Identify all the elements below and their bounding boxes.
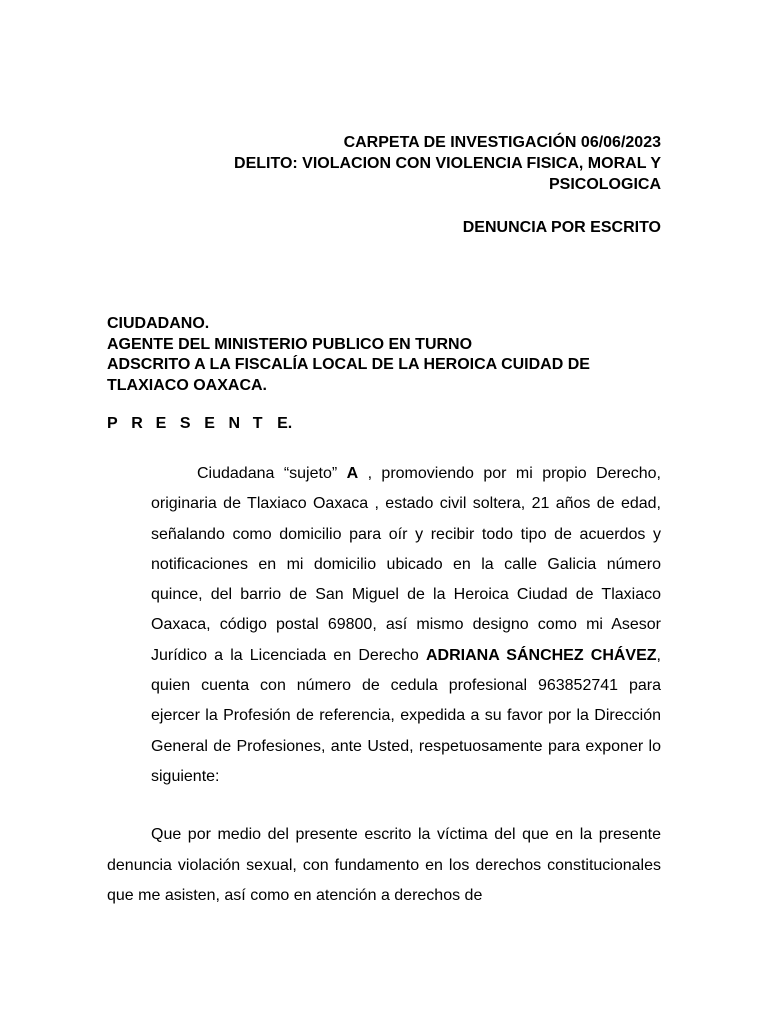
presente-letter: E. xyxy=(277,415,293,432)
addressee-title: AGENTE DEL MINISTERIO PUBLICO EN TURNO xyxy=(107,335,473,353)
complainant-paragraph xyxy=(151,459,661,792)
document-type: DENUNCIA POR ESCRITO xyxy=(462,219,661,236)
presente-heading xyxy=(107,414,301,434)
legal-advisor-name: ADRIANA SÁNCHEZ CHÁVEZ xyxy=(425,646,657,664)
addressee-block xyxy=(107,314,667,396)
offense-line: DELITO: VIOLACION CON VIOLENCIA FISICA, MORAL Y xyxy=(234,155,661,172)
addressee-office: ADSCRITO A LA FISCALÍA LOCAL DE LA HEROICA CUIDAD DE xyxy=(107,356,590,373)
case-number: CARPETA DE INVESTIGACIÓN 06/06/2023 xyxy=(343,134,661,151)
statement-paragraph xyxy=(107,820,661,912)
presente-letter: N xyxy=(228,415,241,432)
paragraph-text: Que por medio del presente escrito la víctima del que en la presente denuncia violación sexual, con fundamento en los derechos constitucionales que me asisten, así como en atención a derechos de xyxy=(107,826,661,904)
presente-letter: E xyxy=(204,415,215,432)
presente-letter: R xyxy=(131,415,143,432)
presente-letter: E xyxy=(155,415,167,432)
offense-line-continued: PSICOLOGICA xyxy=(548,176,661,193)
paragraph-text: , promoviendo por mi propio Derecho, originaria de Tlaxiaco Oaxaca , estado civil soltera, 21 años de edad, señalando como domicilio para oír y recibir todo tipo de acuerdos y notificaciones en mi domicilio ubicado en la calle Galicia número quince, del barrio de San Miguel de la Heroica Ciudad de Tlaxiaco Oaxaca, código postal 69800, así mismo designo como mi Asesor Jurídico a la Licenciada en Derecho xyxy=(151,465,662,664)
paragraph-text: , quien cuenta con número de cedula profesional 963852741 para ejercer la Profesión de referencia, expedida a su favor por la Dirección General de Profesiones, ante Usted, respetuosamente para exponer lo siguiente: xyxy=(151,646,661,785)
case-header xyxy=(107,132,661,238)
paragraph-text: Ciudadana “sujeto” xyxy=(197,465,347,482)
presente-letter: P xyxy=(107,415,118,432)
addressee-location: TLAXIACO OAXACA. xyxy=(107,376,267,394)
addressee-salutation: CIUDADANO. xyxy=(107,315,210,332)
presente-letter: S xyxy=(179,415,191,432)
presente-letter: T xyxy=(252,415,263,432)
complainant-name: A xyxy=(346,465,359,482)
spacer xyxy=(107,195,661,217)
